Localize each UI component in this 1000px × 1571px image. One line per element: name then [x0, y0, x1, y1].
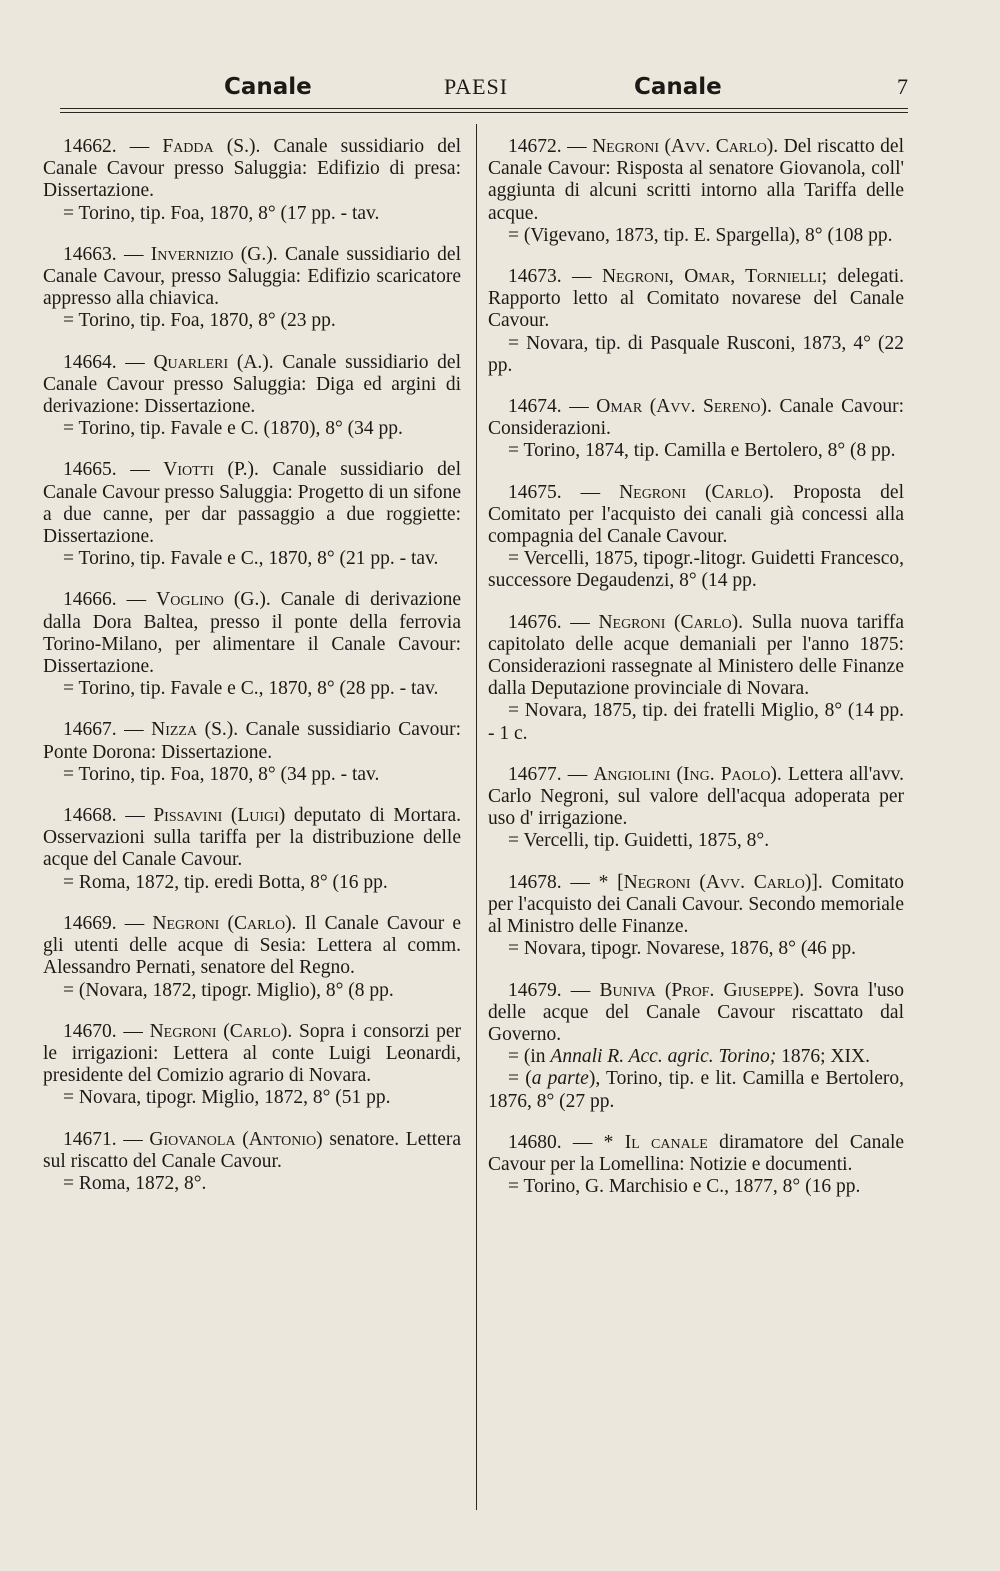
imprint-journal: Annali R. Acc. agric. Torino;	[550, 1046, 777, 1068]
entry-dash: —	[567, 136, 587, 157]
entry-dash: —	[124, 719, 144, 741]
entry-dash: —	[123, 1020, 143, 1042]
column-divider	[476, 124, 477, 1510]
entry-imprint: = Torino, tip. Favale e C., 1870, 8° (28 pp. - tav.	[63, 678, 439, 700]
entry-dash: —	[125, 805, 145, 827]
entry-number: 14673.	[508, 266, 562, 288]
entry-title: Canale sussidiario del Canale Cavour presso Saluggia: Edifizio di presa: Dissertazione.	[43, 136, 462, 202]
entry-author: Invernizio (G.).	[150, 243, 278, 265]
entry-number: 14667.	[63, 719, 117, 741]
bibliography-entry	[488, 612, 904, 745]
entry-title: Sulla nuova tariffa capitolato delle acque demaniali per l'anno 1875: Considerazioni rassegnate al Ministero delle Finanze dalla Deputazione provinciale di Novara.	[488, 611, 905, 700]
entry-text	[43, 352, 461, 419]
entry-author: Negroni (Carlo).	[619, 481, 774, 503]
entry-text	[488, 612, 904, 701]
entry-title: Lettera all'avv. Carlo Negroni, sul valore dell'acqua adoperata per uso d' irrigazione.	[488, 763, 905, 830]
entry-title: Canale sussidiario del Canale Cavour presso Saluggia: Progetto di un sifone a due canne, per dar passaggio a due roggiette: Dissertazione.	[43, 459, 462, 548]
bibliography-entry	[43, 805, 461, 894]
entry-title: Proposta del Comitato per l'acquisto dei canali già concessi alla compagnia del Canale Cavour.	[488, 481, 904, 548]
entry-number: 14678.	[508, 871, 562, 893]
bibliography-entry	[488, 396, 904, 463]
bibliography-entry	[43, 1021, 461, 1110]
entry-title: Comitato per l'acquisto dei Canali Cavour. Secondo memoriale al Ministro delle Finanze.	[488, 871, 905, 938]
entry-number: 14664.	[63, 351, 117, 373]
entry-author: Voglino (G.).	[156, 589, 271, 611]
running-head-left: Canale	[224, 74, 312, 100]
bibliography-entry	[488, 980, 904, 1113]
bibliography-entry	[43, 136, 461, 225]
bibliography-entry	[43, 913, 461, 1002]
entry-text	[488, 396, 904, 440]
entry-dash: —	[130, 459, 150, 481]
header-rule-upper	[60, 108, 908, 109]
entry-dash: — *	[570, 871, 609, 893]
entry-author: Omar (Avv. Sereno).	[596, 396, 772, 418]
entry-number: 14663.	[63, 243, 117, 265]
entry-author: Negroni (Carlo).	[598, 611, 744, 633]
running-head	[60, 70, 908, 106]
entry-imprint: = Torino, G. Marchisio e C., 1877, 8° (16 pp.	[508, 1176, 861, 1198]
entry-title: senatore. Lettera sul riscatto del Canale Cavour.	[43, 1128, 461, 1172]
entry-dash: —	[569, 396, 589, 418]
entry-imprint: = Novara, tip. di Pasquale Rusconi, 1873, 4° (22 pp.	[488, 332, 904, 376]
left-column	[43, 136, 461, 1214]
entry-dash: —	[125, 351, 145, 373]
entry-imprint: = (Vigevano, 1873, tip. E. Spargella), 8° (108 pp.	[508, 224, 893, 246]
entry-number: 14666.	[63, 589, 117, 611]
bibliography-entry	[488, 872, 904, 961]
entry-text	[488, 1132, 904, 1176]
entry-text	[43, 1021, 461, 1088]
entry-dash: —	[572, 266, 592, 288]
entry-imprint: = Torino, 1874, tip. Camilla e Bertolero, 8° (8 pp.	[508, 440, 896, 462]
entry-number: 14676.	[508, 611, 562, 633]
entry-imprint: = Roma, 1872, 8°.	[63, 1172, 207, 1194]
entry-title: Canale sussidiario del Canale Cavour presso Saluggia: Diga ed argini di derivazione: Dissertazione.	[43, 351, 461, 418]
entry-text	[488, 980, 904, 1047]
running-head-right: Canale	[634, 74, 722, 100]
entry-text	[43, 244, 461, 311]
entry-number: 14668.	[63, 805, 117, 827]
bibliography-entry	[43, 244, 461, 333]
page-number: 7	[897, 74, 908, 99]
entry-dash: —	[123, 1128, 143, 1150]
entry-text	[43, 805, 461, 872]
entry-author: Negroni (Avv. Carlo).	[592, 136, 779, 157]
bibliography-entry	[488, 136, 904, 247]
entry-author: [Negroni (Avv. Carlo)].	[617, 871, 823, 893]
entry-dash: — *	[572, 1131, 614, 1153]
entry-imprint: = Roma, 1872, tip. eredi Botta, 8° (16 pp.	[63, 871, 388, 893]
entry-title: Il Canale Cavour e gli utenti delle acque di Sesia: Lettera al comm. Alessandro Pernati, senatore del Regno.	[43, 912, 462, 979]
entry-text	[488, 266, 904, 333]
entry-number: 14671.	[63, 1128, 117, 1150]
entry-imprint-offprint	[488, 1068, 904, 1112]
entry-imprint	[488, 1046, 904, 1068]
entry-author: Negroni (Carlo).	[149, 1020, 293, 1042]
entry-imprint: = (Novara, 1872, tipogr. Miglio), 8° (8 pp.	[63, 979, 394, 1001]
entry-imprint: = Torino, tip. Favale e C. (1870), 8° (34 pp.	[63, 418, 403, 440]
imprint-volume: 1876; XIX.	[781, 1046, 870, 1068]
entry-author: Negroni (Carlo).	[152, 912, 297, 934]
imprint-prefix: = (	[508, 1068, 532, 1090]
bibliography-entry	[488, 266, 904, 377]
entry-text	[43, 136, 461, 203]
entry-text	[488, 136, 904, 225]
entry-text	[488, 872, 904, 939]
entry-text	[43, 913, 461, 980]
entry-title: Canale sussidiario del Canale Cavour, presso Saluggia: Edifizio scaricatore appresso alla chiavica.	[43, 243, 461, 310]
entry-dash: —	[567, 763, 588, 785]
entry-number: 14670.	[63, 1020, 117, 1042]
entry-imprint: = Vercelli, 1875, tipogr.-litogr. Guidetti Francesco, successore Degaudenzi, 8° (14 pp.	[488, 548, 904, 592]
entry-text	[43, 589, 461, 678]
entry-imprint: = Novara, tipogr. Novarese, 1876, 8° (46 pp.	[508, 938, 857, 960]
entry-author: Giovanola (Antonio)	[149, 1128, 323, 1150]
bibliography-entry	[43, 459, 461, 570]
entry-imprint: = Torino, tip. Foa, 1870, 8° (23 pp.	[63, 310, 336, 332]
bibliography-entry	[43, 719, 461, 786]
entry-number: 14662.	[63, 136, 117, 157]
entry-imprint: = Novara, tipogr. Miglio, 1872, 8° (51 pp.	[63, 1087, 391, 1109]
entry-title: delegati. Rapporto letto al Comitato novarese del Canale Cavour.	[488, 266, 905, 332]
entry-author: Viotti (P.).	[163, 459, 259, 481]
entry-title: Canale Cavour: Considerazioni.	[488, 396, 904, 440]
header-rule-lower	[60, 112, 908, 113]
entry-imprint: = Torino, tip. Favale e C., 1870, 8° (21 pp. - tav.	[63, 548, 439, 570]
entry-number: 14672.	[508, 136, 562, 157]
entry-title: diramatore del Canale Cavour per la Lomellina: Notizie e documenti.	[488, 1131, 905, 1175]
right-column	[488, 136, 904, 1217]
bibliography-entry	[43, 1129, 461, 1196]
entry-title: deputato di Mortara. Osservazioni sulla tariffa per la distribuzione delle acque del Canale Cavour.	[43, 805, 462, 871]
bibliography-entry	[488, 764, 904, 853]
entry-title: Canale di derivazione dalla Dora Baltea, presso il ponte della ferrovia Torino-Milano, per alimentare il Canale Cavour: Dissertazione.	[43, 589, 462, 678]
entry-dash: —	[570, 611, 590, 633]
bibliography-entry	[43, 589, 461, 700]
entry-author: Angiolini (Ing. Paolo).	[593, 763, 782, 785]
entry-dash: —	[124, 912, 145, 934]
entry-dash: —	[580, 481, 601, 503]
entry-number: 14675.	[508, 481, 562, 503]
entry-number: 14669.	[63, 912, 117, 934]
entry-author: Pissavini (Luigi)	[153, 805, 286, 827]
entry-author: Negroni, Omar, Tornielli;	[601, 266, 828, 288]
entry-number: 14674.	[508, 396, 562, 418]
entry-dash: —	[123, 243, 144, 265]
entry-title: Sopra i consorzi per le irrigazioni: Lettera al conte Luigi Leonardi, presidente del Comizio agrario di Novara.	[43, 1020, 462, 1087]
entry-author: Nizza (S.).	[151, 719, 239, 741]
bibliography-entry	[43, 352, 461, 441]
entry-imprint: = Torino, tip. Foa, 1870, 8° (34 pp. - tav.	[63, 763, 380, 785]
entry-text	[43, 719, 461, 763]
entry-text	[488, 482, 904, 549]
entry-dash: —	[570, 979, 591, 1001]
entry-text	[43, 459, 461, 548]
entry-imprint: = Vercelli, tip. Guidetti, 1875, 8°.	[508, 830, 770, 852]
entry-author: Il canale	[624, 1131, 708, 1153]
entry-author: Quarleri (A.).	[153, 351, 274, 373]
entry-author: Buniva (Prof. Giuseppe).	[599, 979, 805, 1001]
entry-dash: —	[129, 136, 150, 157]
entry-imprint: = Torino, tip. Foa, 1870, 8° (17 pp. - tav.	[63, 202, 380, 224]
running-head-center: PAESI	[444, 74, 509, 99]
entry-title: Canale sussidiario Cavour: Ponte Dorona: Dissertazione.	[43, 719, 462, 763]
entry-author: Fadda (S.).	[162, 136, 261, 157]
entry-imprint: = Novara, 1875, tip. dei fratelli Miglio, 8° (14 pp. - 1 c.	[488, 700, 904, 744]
imprint-prefix: = (in	[508, 1046, 546, 1068]
imprint-details: ), Torino, tip. e lit. Camilla e Bertolero, 1876, 8° (27 pp.	[488, 1068, 904, 1112]
entry-text	[488, 764, 904, 831]
entry-number: 14677.	[508, 763, 562, 785]
imprint-offprint-note: a parte	[531, 1068, 589, 1090]
entry-number: 14665.	[63, 459, 117, 481]
entry-dash: —	[126, 589, 147, 611]
bibliography-entry	[488, 1132, 904, 1199]
entry-title: Del riscatto del Canale Cavour: Risposta al senatore Giovanola, coll' aggiunta di alcuni scritti intorno alla Tariffa delle acque.	[488, 136, 905, 224]
entry-title: Sovra l'uso delle acque del Canale Cavour riscattato dal Governo.	[488, 979, 905, 1045]
entry-number: 14679.	[508, 979, 562, 1001]
entry-number: 14680.	[508, 1131, 562, 1153]
bibliography-entry	[488, 482, 904, 593]
entry-text	[43, 1129, 461, 1173]
